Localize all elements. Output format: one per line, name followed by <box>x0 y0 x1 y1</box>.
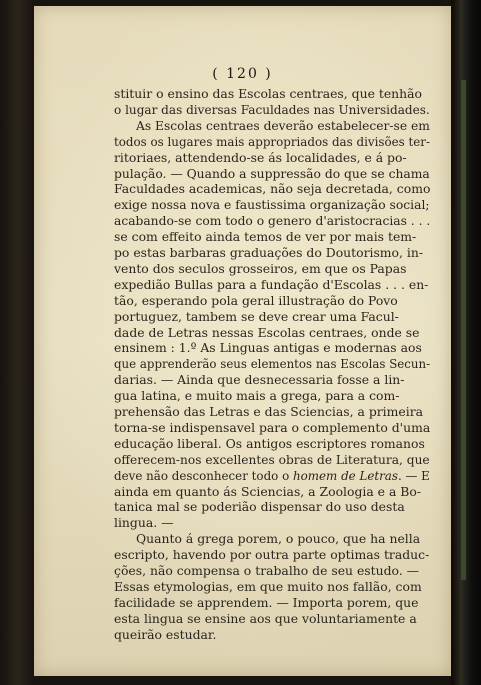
text-line-content: ções, não compensa o trabalho de seu estudo. — <box>114 563 420 578</box>
text-line-content: ainda em quanto ás Sciencias, a Zoologia e a Bo- <box>114 483 422 499</box>
text-line-content: As Escolas centraes deverão estabelecer-se em <box>136 117 430 133</box>
text-line-content: Quanto á grega porem, o pouco, que ha nella <box>136 531 421 547</box>
text-line-content: dade de Letras nessas Escolas centraes, onde se <box>114 324 420 340</box>
text-line-content: vento dos seculos grosseiros, em que os Papas <box>114 260 407 276</box>
text-line-content: facilidade se apprendem. — Importa porem, que <box>114 594 419 610</box>
text-line-content: expedião Bullas para a fundação d'Escolas . . . en- <box>114 276 429 292</box>
page-number: ( 120 ) <box>212 66 273 82</box>
adjacent-page-edge <box>461 80 466 580</box>
text-line-content: escripto, havendo por outra parte optimas traduc- <box>114 547 430 563</box>
text-line-content: torna-se indispensavel para o complemento d'uma <box>114 419 430 435</box>
text-line-content: darias. — Ainda que desnecessaria fosse a lin- <box>114 372 405 388</box>
text-line-content: esta lingua se ensine aos que voluntariamente a <box>114 610 417 626</box>
text-line-content: gua latina, e muito mais a grega, para a com- <box>114 388 400 404</box>
text-line-content: po estas barbaras graduações do Doutorismo, in- <box>114 245 424 260</box>
text-line-content: stituir o ensino das Escolas centraes, que tenhão <box>114 86 422 101</box>
text-line-content: prehensão das Letras e das Sciencias, a primeira <box>114 404 424 419</box>
text-line-content: o lugar das diversas Faculdades nas Universidades. <box>114 101 430 117</box>
text-line <box>114 626 430 644</box>
text-line-content: tão, esperando pola geral illustração do Povo <box>114 292 398 308</box>
text-line-content: pulação. — Quando a suppressão do que se chama <box>114 165 430 181</box>
text-line-content: ritoriaes, attendendo-se ás localidades, e á po- <box>114 149 407 165</box>
text-line-content: queirão estudar. <box>114 626 217 642</box>
text-line-content: acabando-se com todo o genero d'aristocracias . . . <box>114 213 430 229</box>
text-line-content: ensinem : 1.º As Linguas antigas e modernas aos <box>114 340 422 356</box>
text-line-content: todos os lugares mais appropriados das divisões ter- <box>114 133 430 149</box>
book-gutter <box>451 0 481 685</box>
text-line-content: se com effeito ainda temos de ver por mais tem- <box>114 229 417 245</box>
text-line-content: deve não desconhecer todo o homem de Letras. — E <box>114 467 430 483</box>
book-page <box>34 6 451 676</box>
text-line-content: tanica mal se poderião dispensar do uso desta <box>114 499 405 515</box>
text-line-content: Essas etymologias, em que muito nos fallão, com <box>114 578 422 594</box>
text-line-content: portuguez, tambem se deve crear uma Facul- <box>114 308 399 324</box>
text-line-content: exige nossa nova e faustissima organização social; <box>114 197 430 213</box>
text-line-content: educação liberal. Os antigos escriptores romanos <box>114 435 425 451</box>
text-line-content: lingua. — <box>114 515 174 531</box>
text-line-content: que apprenderão seus elementos nas Escolas Secun- <box>114 356 430 372</box>
text-line-content: offerecem-nos excellentes obras de Literatura, que <box>114 451 430 467</box>
text-line-content: Faculdades academicas, não seja decretada, como <box>114 181 430 197</box>
